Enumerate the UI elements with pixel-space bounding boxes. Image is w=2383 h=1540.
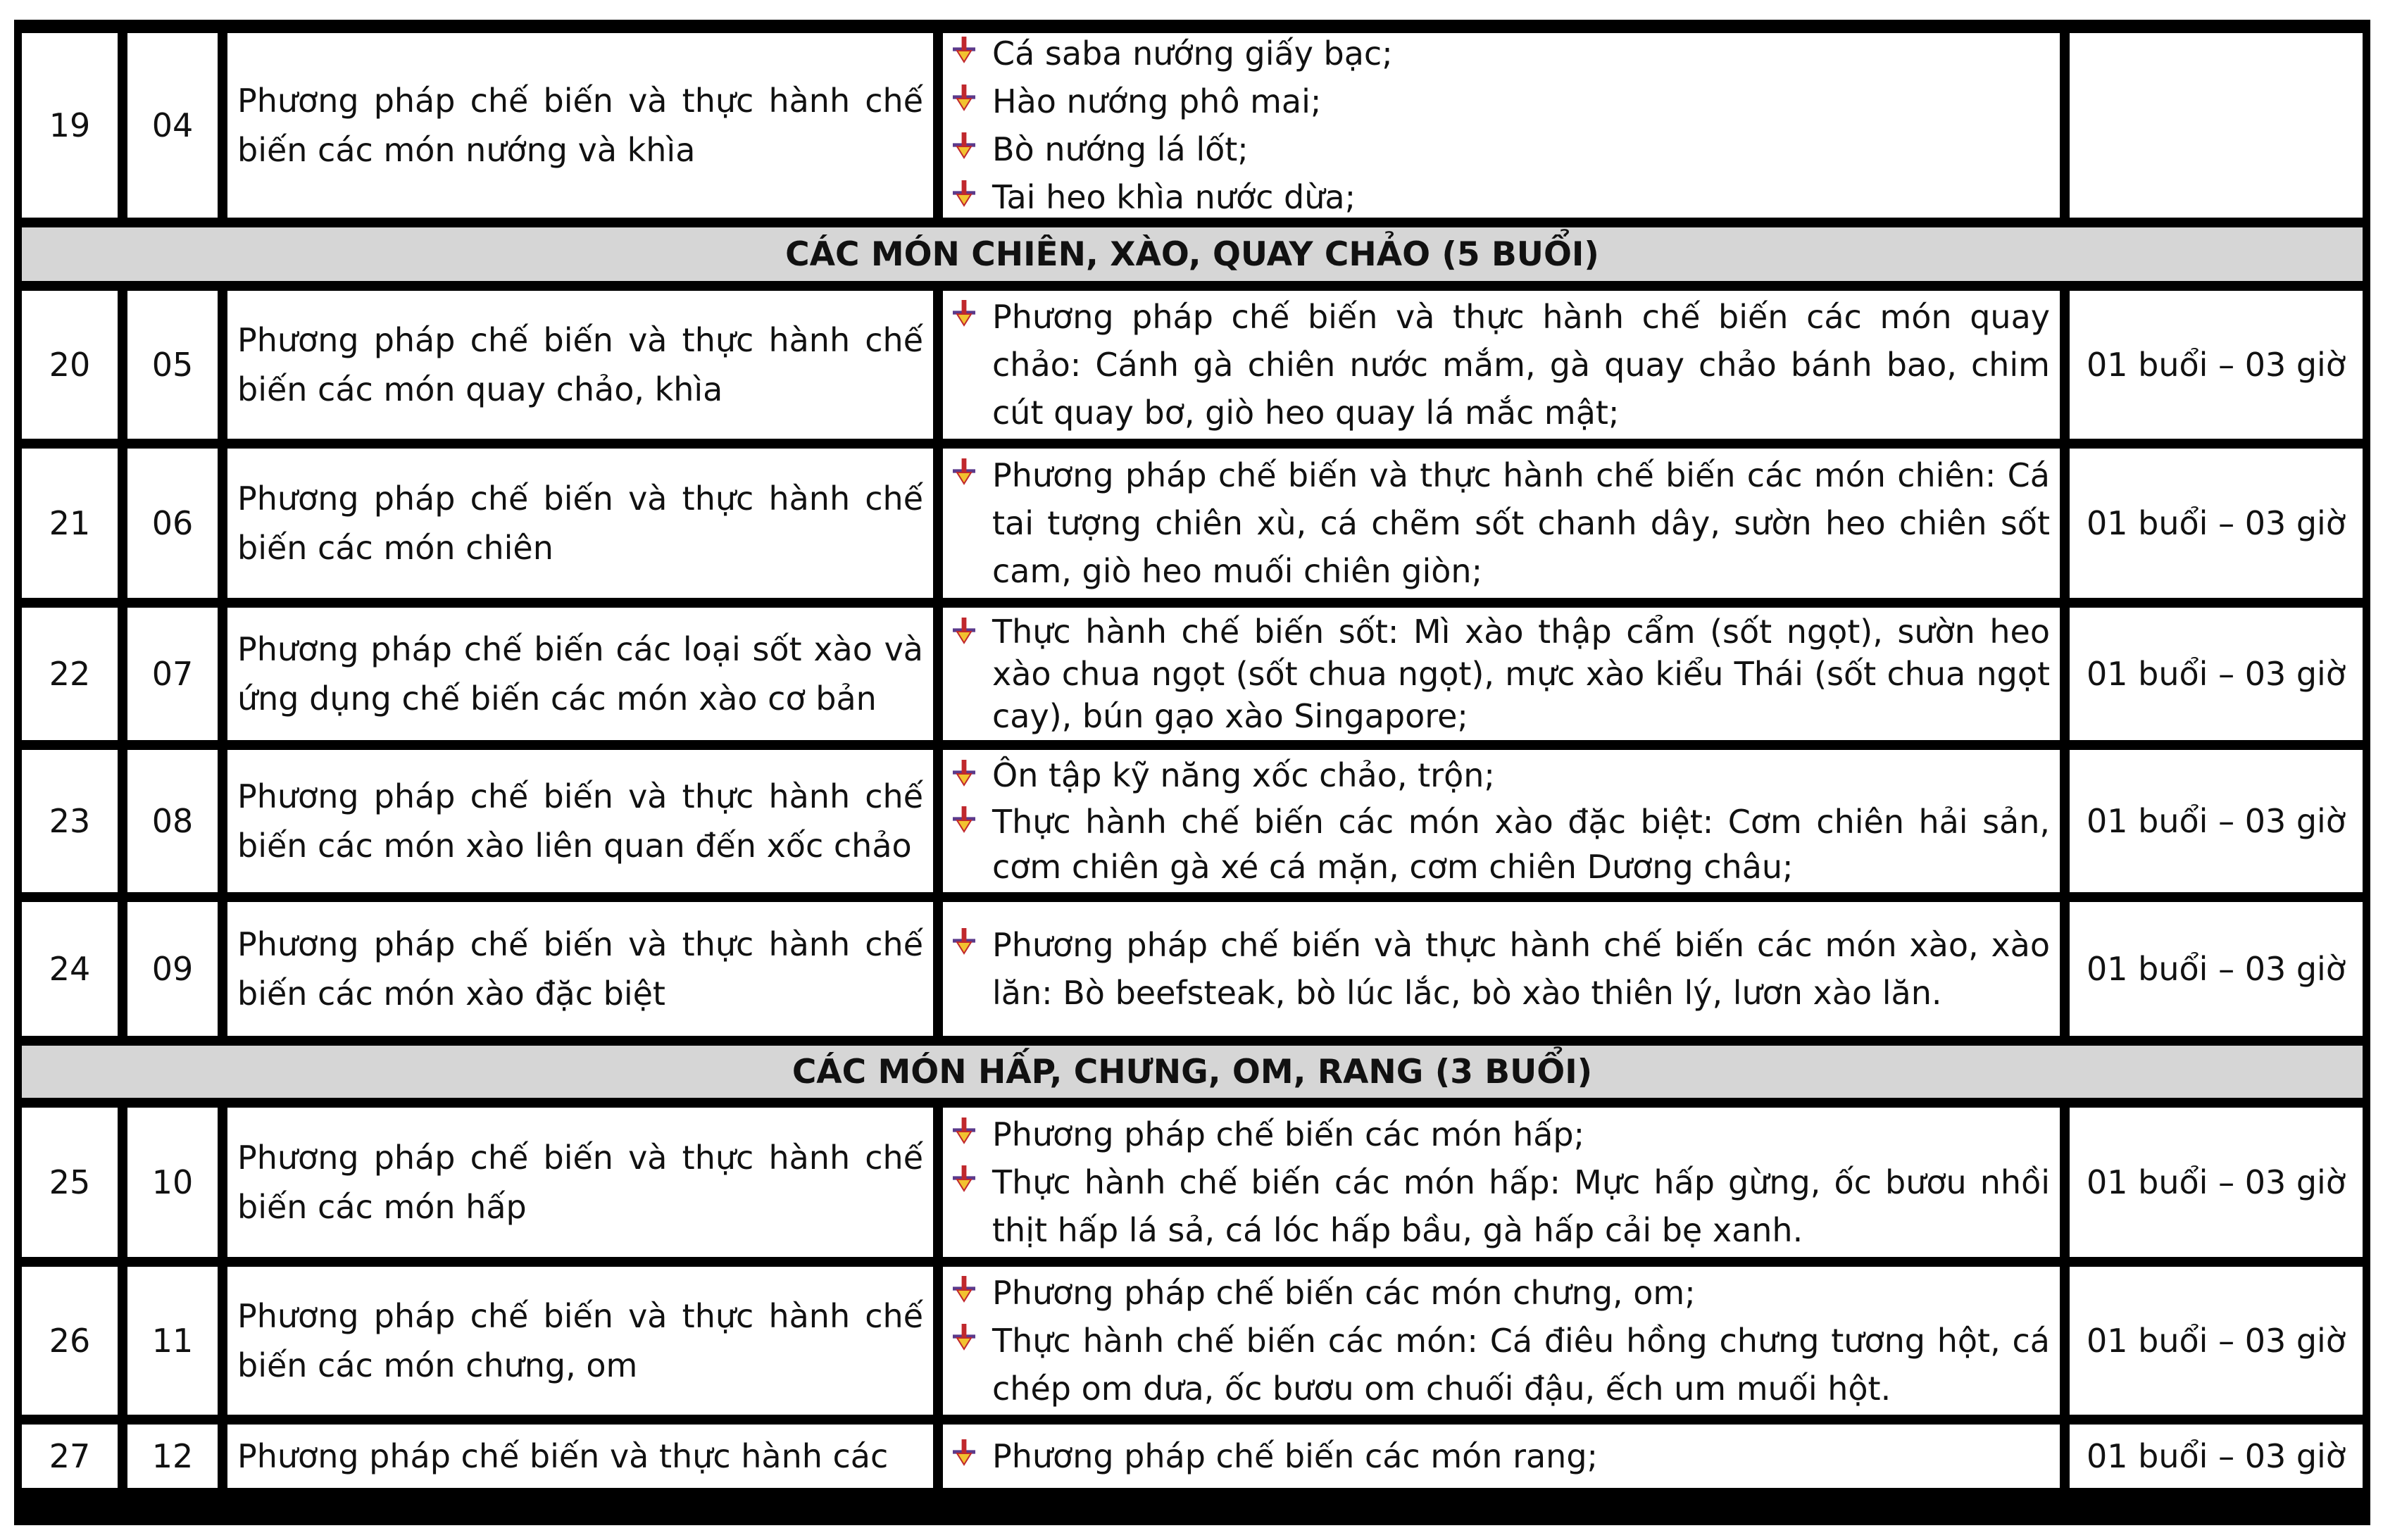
lesson-title: Phương pháp chế biến và thực hành chế biến các món chiên <box>237 480 923 567</box>
arrow-down-bullet-icon <box>950 1438 978 1466</box>
row-index-cell: 24 <box>20 900 120 1038</box>
content-list <box>950 753 2050 889</box>
lesson-title: Phương pháp chế biến và thực hành chế biến các món chưng, om <box>237 1297 923 1384</box>
lesson-number-cell: 08 <box>125 748 220 894</box>
duration-cell: 01 buổi – 03 giờ <box>2068 289 2365 441</box>
arrow-down-bullet-icon <box>950 131 978 159</box>
table-row <box>20 748 2365 894</box>
lesson-title-cell <box>225 1265 935 1417</box>
list-item: Thực hành chế biến sốt: Mì xào thập cẩm (sốt ngọt), sườn heo xào chua ngọt (sốt chua ngọt), mực xào kiểu Thái (sốt chua ngọt cay), bún gạo xào Singapore; <box>950 611 2050 737</box>
arrow-down-bullet-icon <box>950 1275 978 1303</box>
row-index-cell: 20 <box>20 289 120 441</box>
arrow-down-bullet-icon <box>950 299 978 327</box>
content-list <box>950 1110 2050 1254</box>
list-item: Thực hành chế biến các món xào đặc biệt: Cơm chiên hải sản, cơm chiên gà xé cá mặn, cơm chiên Dương châu; <box>950 799 2050 889</box>
content-list <box>950 451 2050 595</box>
lesson-title-cell <box>225 900 935 1038</box>
lesson-title: Phương pháp chế biến và thực hành chế biến các món nướng và khìa <box>237 82 923 169</box>
lesson-number-cell: 12 <box>125 1422 220 1490</box>
list-item: Phương pháp chế biến các món rang; <box>950 1432 2050 1480</box>
arrow-down-bullet-icon <box>950 805 978 833</box>
lesson-title: Phương pháp chế biến các loại sốt xào và ứng dụng chế biến các món xào cơ bản <box>237 630 923 718</box>
table-row <box>20 606 2365 742</box>
arrow-down-bullet-icon <box>950 758 978 787</box>
arrow-down-bullet-icon <box>950 1322 978 1351</box>
list-item: Hào nướng phô mai; <box>950 77 2050 125</box>
arrow-down-bullet-icon <box>950 35 978 63</box>
list-item: Tai heo khìa nước dừa; <box>950 173 2050 221</box>
duration-cell: 01 buổi – 03 giờ <box>2068 1106 2365 1259</box>
lesson-title-cell <box>225 446 935 600</box>
lesson-number-cell: 06 <box>125 446 220 600</box>
lesson-content-cell <box>941 31 2062 220</box>
arrow-down-bullet-icon <box>950 1116 978 1144</box>
row-index-cell: 21 <box>20 446 120 600</box>
row-index-cell: 26 <box>20 1265 120 1417</box>
table-row <box>20 31 2365 220</box>
lesson-content-cell <box>941 289 2062 441</box>
content-list <box>950 611 2050 737</box>
list-item: Thực hành chế biến các món: Cá điêu hồng chưng tương hột, cá chép om dưa, ốc bươu om chuối đậu, ếch um muối hột. <box>950 1317 2050 1413</box>
row-index-cell: 27 <box>20 1422 120 1490</box>
lesson-title: Phương pháp chế biến và thực hành chế biến các món hấp <box>237 1139 923 1226</box>
lesson-number-cell: 11 <box>125 1265 220 1417</box>
arrow-down-bullet-icon <box>950 927 978 955</box>
lesson-number-cell: 09 <box>125 900 220 1038</box>
lesson-content-cell <box>941 1422 2062 1490</box>
lesson-title: Phương pháp chế biến và thực hành chế biến các món xào liên quan đến xốc chảo <box>237 777 923 865</box>
lesson-title: Phương pháp chế biến và thực hành chế biến các món quay chảo, khìa <box>237 321 923 408</box>
duration-cell: 01 buổi – 03 giờ <box>2068 748 2365 894</box>
lesson-title: Phương pháp chế biến và thực hành các <box>237 1437 889 1475</box>
table-row <box>20 1106 2365 1259</box>
lesson-number-cell: 05 <box>125 289 220 441</box>
list-item: Thực hành chế biến các món hấp: Mực hấp gừng, ốc bươu nhồi thịt hấp lá sả, cá lóc hấp bầu, gà hấp cải bẹ xanh. <box>950 1158 2050 1254</box>
lesson-content-cell <box>941 446 2062 600</box>
row-index-cell: 23 <box>20 748 120 894</box>
lesson-title-cell <box>225 1422 935 1490</box>
lesson-number-cell: 04 <box>125 31 220 220</box>
row-index-cell: 25 <box>20 1106 120 1259</box>
list-item: Phương pháp chế biến và thực hành chế biến các món xào, xào lăn: Bò beefsteak, bò lúc lắc, bò xào thiên lý, lươn xào lăn. <box>950 921 2050 1017</box>
lesson-title-cell <box>225 31 935 220</box>
list-item: Ôn tập kỹ năng xốc chảo, trộn; <box>950 753 2050 799</box>
duration-cell: 01 buổi – 03 giờ <box>2068 606 2365 742</box>
lesson-title: Phương pháp chế biến và thực hành chế biến các món xào đặc biệt <box>237 925 923 1013</box>
content-list <box>950 1432 2050 1480</box>
content-list <box>950 1269 2050 1413</box>
section-title: CÁC MÓN CHIÊN, XÀO, QUAY CHẢO (5 BUỔI) <box>785 234 1599 274</box>
lesson-title-cell <box>225 1106 935 1259</box>
duration-cell: 01 buổi – 03 giờ <box>2068 1265 2365 1417</box>
lesson-title-cell <box>225 289 935 441</box>
lesson-title-cell <box>225 606 935 742</box>
table-row <box>20 900 2365 1038</box>
content-list <box>950 30 2050 221</box>
row-index-cell: 19 <box>20 31 120 220</box>
row-index-cell: 22 <box>20 606 120 742</box>
list-item: Cá saba nướng giấy bạc; <box>950 30 2050 77</box>
content-list <box>950 293 2050 437</box>
lesson-content-cell <box>941 900 2062 1038</box>
duration-cell: 01 buổi – 03 giờ <box>2068 1422 2365 1490</box>
section-header <box>20 1044 2365 1100</box>
lesson-number-cell: 07 <box>125 606 220 742</box>
table-row <box>20 446 2365 600</box>
duration-cell <box>2068 31 2365 220</box>
content-list <box>950 921 2050 1017</box>
list-item: Phương pháp chế biến và thực hành chế biến các món quay chảo: Cánh gà chiên nước mắm, gà quay chảo bánh bao, chim cút quay bơ, giò heo quay lá mắc mật; <box>950 293 2050 437</box>
duration-cell: 01 buổi – 03 giờ <box>2068 446 2365 600</box>
lesson-title-cell <box>225 748 935 894</box>
table-row <box>20 1265 2365 1417</box>
lesson-content-cell <box>941 606 2062 742</box>
section-header <box>20 225 2365 283</box>
list-item: Bò nướng lá lốt; <box>950 125 2050 173</box>
table-row <box>20 289 2365 441</box>
section-title: CÁC MÓN HẤP, CHƯNG, OM, RANG (3 BUỔI) <box>792 1052 1593 1091</box>
table-row <box>20 1422 2365 1490</box>
lesson-content-cell <box>941 1265 2062 1417</box>
arrow-down-bullet-icon <box>950 616 978 644</box>
lesson-content-cell <box>941 748 2062 894</box>
arrow-down-bullet-icon <box>950 179 978 207</box>
lesson-number-cell: 10 <box>125 1106 220 1259</box>
list-item: Phương pháp chế biến các món hấp; <box>950 1110 2050 1158</box>
curriculum-table <box>14 20 2370 1525</box>
duration-cell: 01 buổi – 03 giờ <box>2068 900 2365 1038</box>
arrow-down-bullet-icon <box>950 1164 978 1192</box>
arrow-down-bullet-icon <box>950 83 978 111</box>
lesson-content-cell <box>941 1106 2062 1259</box>
list-item: Phương pháp chế biến các món chưng, om; <box>950 1269 2050 1317</box>
list-item: Phương pháp chế biến và thực hành chế biến các món chiên: Cá tai tượng chiên xù, cá chẽm sốt chanh dây, sườn heo chiên sốt cam, giò heo muối chiên giòn; <box>950 451 2050 595</box>
arrow-down-bullet-icon <box>950 457 978 485</box>
